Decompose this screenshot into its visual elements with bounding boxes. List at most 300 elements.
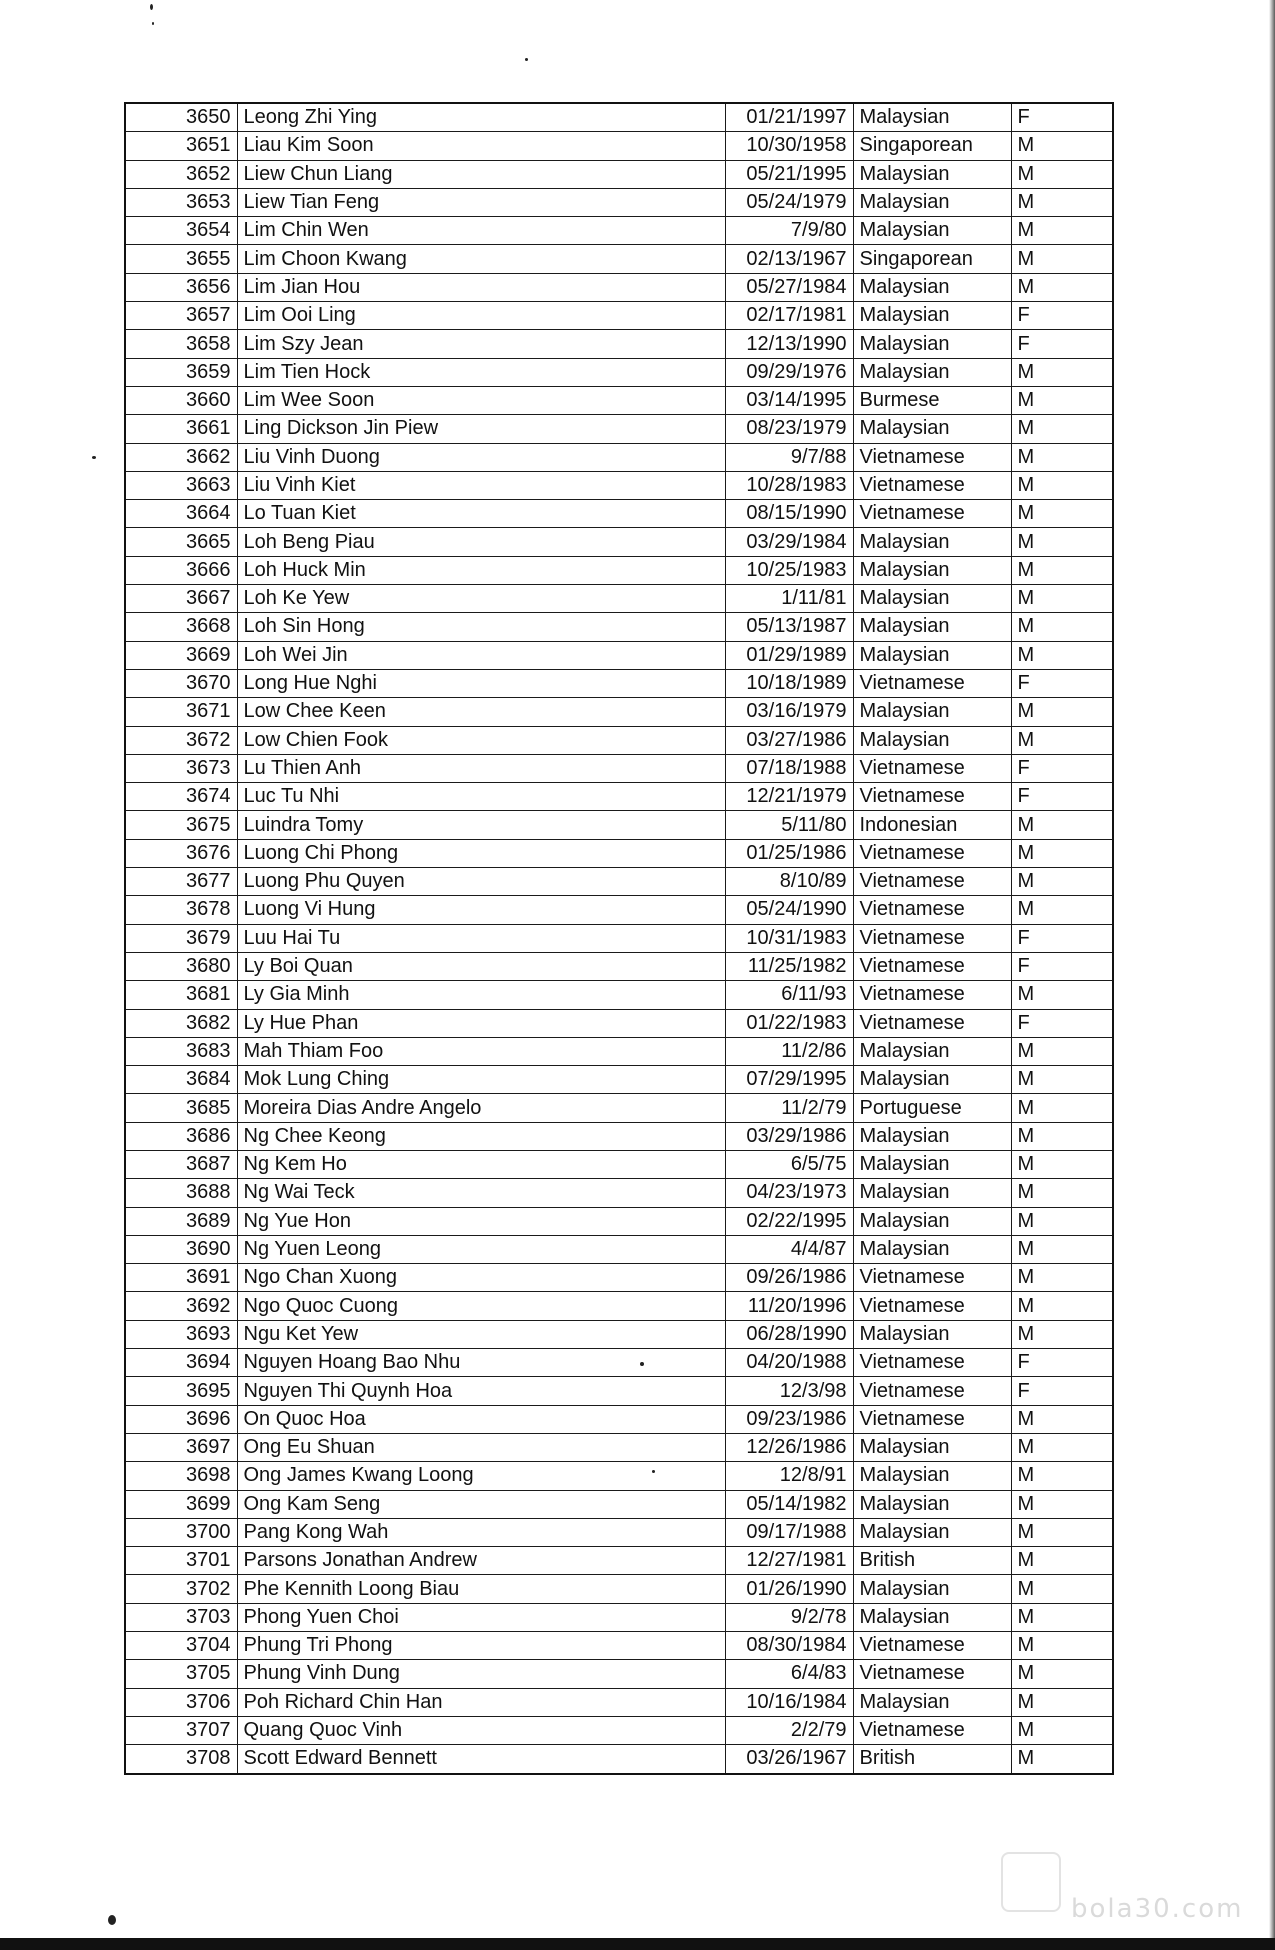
date-of-birth-cell: 6/5/75 bbox=[725, 1150, 853, 1178]
sex-cell: M bbox=[1011, 726, 1113, 754]
row-number-cell: 3706 bbox=[125, 1688, 237, 1716]
nationality-cell: Vietnamese bbox=[853, 669, 1011, 697]
table-row bbox=[125, 1094, 1113, 1122]
sex-cell: M bbox=[1011, 1122, 1113, 1150]
sex-cell: F bbox=[1011, 1009, 1113, 1037]
table-row bbox=[125, 641, 1113, 669]
person-name-cell: Luc Tu Nhi bbox=[237, 783, 725, 811]
row-number-cell: 3653 bbox=[125, 188, 237, 216]
nationality-cell: Vietnamese bbox=[853, 783, 1011, 811]
nationality-cell: Vietnamese bbox=[853, 500, 1011, 528]
date-of-birth-cell: 5/11/80 bbox=[725, 811, 853, 839]
table-row bbox=[125, 868, 1113, 896]
table-row bbox=[125, 669, 1113, 697]
date-of-birth-cell: 08/30/1984 bbox=[725, 1632, 853, 1660]
sex-cell: M bbox=[1011, 1037, 1113, 1065]
date-of-birth-cell: 04/23/1973 bbox=[725, 1179, 853, 1207]
nationality-cell: Malaysian bbox=[853, 415, 1011, 443]
sex-cell: M bbox=[1011, 1207, 1113, 1235]
date-of-birth-cell: 12/8/91 bbox=[725, 1462, 853, 1490]
table-row bbox=[125, 1433, 1113, 1461]
nationality-cell: Malaysian bbox=[853, 528, 1011, 556]
row-number-cell: 3660 bbox=[125, 386, 237, 414]
date-of-birth-cell: 09/26/1986 bbox=[725, 1264, 853, 1292]
sex-cell: M bbox=[1011, 698, 1113, 726]
sex-cell: M bbox=[1011, 1292, 1113, 1320]
nationality-cell: Malaysian bbox=[853, 585, 1011, 613]
table-row bbox=[125, 1632, 1113, 1660]
date-of-birth-cell: 12/3/98 bbox=[725, 1377, 853, 1405]
date-of-birth-cell: 02/13/1967 bbox=[725, 245, 853, 273]
sex-cell: M bbox=[1011, 1603, 1113, 1631]
row-number-cell: 3699 bbox=[125, 1490, 237, 1518]
table-row bbox=[125, 585, 1113, 613]
sex-cell: M bbox=[1011, 811, 1113, 839]
date-of-birth-cell: 09/23/1986 bbox=[725, 1405, 853, 1433]
scan-speck bbox=[152, 22, 154, 25]
table-row bbox=[125, 924, 1113, 952]
date-of-birth-cell: 07/18/1988 bbox=[725, 754, 853, 782]
nationality-cell: Vietnamese bbox=[853, 754, 1011, 782]
date-of-birth-cell: 10/30/1958 bbox=[725, 132, 853, 160]
date-of-birth-cell: 03/26/1967 bbox=[725, 1745, 853, 1774]
sex-cell: M bbox=[1011, 160, 1113, 188]
nationality-cell: Malaysian bbox=[853, 188, 1011, 216]
nationality-cell: Vietnamese bbox=[853, 1264, 1011, 1292]
person-name-cell: Lim Ooi Ling bbox=[237, 302, 725, 330]
person-name-cell: Nguyen Thi Quynh Hoa bbox=[237, 1377, 725, 1405]
person-name-cell: Mok Lung Ching bbox=[237, 1066, 725, 1094]
table-row bbox=[125, 981, 1113, 1009]
scan-edge-right bbox=[1269, 0, 1275, 1950]
row-number-cell: 3685 bbox=[125, 1094, 237, 1122]
roster-table bbox=[124, 102, 1114, 1775]
sex-cell: M bbox=[1011, 1688, 1113, 1716]
table-row bbox=[125, 1150, 1113, 1178]
sex-cell: F bbox=[1011, 783, 1113, 811]
date-of-birth-cell: 03/16/1979 bbox=[725, 698, 853, 726]
person-name-cell: Lim Chin Wen bbox=[237, 217, 725, 245]
row-number-cell: 3684 bbox=[125, 1066, 237, 1094]
row-number-cell: 3708 bbox=[125, 1745, 237, 1774]
date-of-birth-cell: 01/22/1983 bbox=[725, 1009, 853, 1037]
roster-body bbox=[125, 103, 1113, 1774]
table-row bbox=[125, 1037, 1113, 1065]
nationality-cell: Malaysian bbox=[853, 358, 1011, 386]
table-row bbox=[125, 330, 1113, 358]
date-of-birth-cell: 03/29/1984 bbox=[725, 528, 853, 556]
sex-cell: M bbox=[1011, 188, 1113, 216]
table-row bbox=[125, 556, 1113, 584]
person-name-cell: Ly Boi Quan bbox=[237, 952, 725, 980]
table-row bbox=[125, 1179, 1113, 1207]
date-of-birth-cell: 02/17/1981 bbox=[725, 302, 853, 330]
person-name-cell: Ong Eu Shuan bbox=[237, 1433, 725, 1461]
sex-cell: F bbox=[1011, 330, 1113, 358]
date-of-birth-cell: 09/17/1988 bbox=[725, 1518, 853, 1546]
date-of-birth-cell: 06/28/1990 bbox=[725, 1320, 853, 1348]
person-name-cell: Liu Vinh Kiet bbox=[237, 471, 725, 499]
table-row bbox=[125, 839, 1113, 867]
table-row bbox=[125, 811, 1113, 839]
nationality-cell: Malaysian bbox=[853, 1518, 1011, 1546]
nationality-cell: Vietnamese bbox=[853, 952, 1011, 980]
row-number-cell: 3657 bbox=[125, 302, 237, 330]
person-name-cell: Lim Wee Soon bbox=[237, 386, 725, 414]
table-row bbox=[125, 132, 1113, 160]
date-of-birth-cell: 07/29/1995 bbox=[725, 1066, 853, 1094]
table-row bbox=[125, 1745, 1113, 1774]
table-row bbox=[125, 1207, 1113, 1235]
watermark-domain: bola30.com bbox=[1071, 1894, 1244, 1924]
nationality-cell: Indonesian bbox=[853, 811, 1011, 839]
date-of-birth-cell: 2/2/79 bbox=[725, 1716, 853, 1744]
row-number-cell: 3679 bbox=[125, 924, 237, 952]
sex-cell: M bbox=[1011, 1660, 1113, 1688]
nationality-cell: Malaysian bbox=[853, 1207, 1011, 1235]
row-number-cell: 3666 bbox=[125, 556, 237, 584]
table-row bbox=[125, 302, 1113, 330]
table-row bbox=[125, 217, 1113, 245]
row-number-cell: 3662 bbox=[125, 443, 237, 471]
person-name-cell: Liu Vinh Duong bbox=[237, 443, 725, 471]
nationality-cell: Malaysian bbox=[853, 330, 1011, 358]
sex-cell: M bbox=[1011, 1433, 1113, 1461]
date-of-birth-cell: 12/21/1979 bbox=[725, 783, 853, 811]
nationality-cell: Malaysian bbox=[853, 641, 1011, 669]
nationality-cell: Vietnamese bbox=[853, 1660, 1011, 1688]
nationality-cell: Malaysian bbox=[853, 1235, 1011, 1263]
sex-cell: M bbox=[1011, 1235, 1113, 1263]
person-name-cell: Ng Kem Ho bbox=[237, 1150, 725, 1178]
date-of-birth-cell: 4/4/87 bbox=[725, 1235, 853, 1263]
table-row bbox=[125, 1066, 1113, 1094]
table-row bbox=[125, 471, 1113, 499]
sex-cell: M bbox=[1011, 1066, 1113, 1094]
date-of-birth-cell: 6/4/83 bbox=[725, 1660, 853, 1688]
table-row bbox=[125, 245, 1113, 273]
person-name-cell: Loh Beng Piau bbox=[237, 528, 725, 556]
date-of-birth-cell: 9/2/78 bbox=[725, 1603, 853, 1631]
date-of-birth-cell: 05/21/1995 bbox=[725, 160, 853, 188]
nationality-cell: Malaysian bbox=[853, 1150, 1011, 1178]
person-name-cell: Ng Wai Teck bbox=[237, 1179, 725, 1207]
date-of-birth-cell: 02/22/1995 bbox=[725, 1207, 853, 1235]
nationality-cell: Vietnamese bbox=[853, 981, 1011, 1009]
row-number-cell: 3680 bbox=[125, 952, 237, 980]
date-of-birth-cell: 11/20/1996 bbox=[725, 1292, 853, 1320]
date-of-birth-cell: 10/16/1984 bbox=[725, 1688, 853, 1716]
row-number-cell: 3683 bbox=[125, 1037, 237, 1065]
person-name-cell: Lim Szy Jean bbox=[237, 330, 725, 358]
date-of-birth-cell: 03/29/1986 bbox=[725, 1122, 853, 1150]
row-number-cell: 3656 bbox=[125, 273, 237, 301]
date-of-birth-cell: 05/13/1987 bbox=[725, 613, 853, 641]
person-name-cell: Lu Thien Anh bbox=[237, 754, 725, 782]
date-of-birth-cell: 05/14/1982 bbox=[725, 1490, 853, 1518]
date-of-birth-cell: 01/26/1990 bbox=[725, 1575, 853, 1603]
row-number-cell: 3673 bbox=[125, 754, 237, 782]
row-number-cell: 3665 bbox=[125, 528, 237, 556]
sex-cell: M bbox=[1011, 1405, 1113, 1433]
scan-speck bbox=[92, 456, 96, 459]
person-name-cell: Quang Quoc Vinh bbox=[237, 1716, 725, 1744]
date-of-birth-cell: 03/27/1986 bbox=[725, 726, 853, 754]
row-number-cell: 3668 bbox=[125, 613, 237, 641]
row-number-cell: 3707 bbox=[125, 1716, 237, 1744]
table-row bbox=[125, 1405, 1113, 1433]
row-number-cell: 3652 bbox=[125, 160, 237, 188]
sex-cell: M bbox=[1011, 1716, 1113, 1744]
date-of-birth-cell: 04/20/1988 bbox=[725, 1349, 853, 1377]
person-name-cell: Low Chien Fook bbox=[237, 726, 725, 754]
nationality-cell: Malaysian bbox=[853, 1575, 1011, 1603]
nationality-cell: Vietnamese bbox=[853, 1349, 1011, 1377]
sex-cell: M bbox=[1011, 1094, 1113, 1122]
table-row bbox=[125, 783, 1113, 811]
row-number-cell: 3675 bbox=[125, 811, 237, 839]
person-name-cell: Liew Chun Liang bbox=[237, 160, 725, 188]
sex-cell: F bbox=[1011, 1349, 1113, 1377]
row-number-cell: 3701 bbox=[125, 1547, 237, 1575]
person-name-cell: Long Hue Nghi bbox=[237, 669, 725, 697]
row-number-cell: 3691 bbox=[125, 1264, 237, 1292]
nationality-cell: Vietnamese bbox=[853, 1377, 1011, 1405]
table-row bbox=[125, 1122, 1113, 1150]
sex-cell: M bbox=[1011, 1745, 1113, 1774]
nationality-cell: British bbox=[853, 1745, 1011, 1774]
nationality-cell: Singaporean bbox=[853, 132, 1011, 160]
nationality-cell: Vietnamese bbox=[853, 868, 1011, 896]
person-name-cell: Poh Richard Chin Han bbox=[237, 1688, 725, 1716]
person-name-cell: Ling Dickson Jin Piew bbox=[237, 415, 725, 443]
nationality-cell: Malaysian bbox=[853, 302, 1011, 330]
nationality-cell: Vietnamese bbox=[853, 924, 1011, 952]
row-number-cell: 3659 bbox=[125, 358, 237, 386]
nationality-cell: Malaysian bbox=[853, 1037, 1011, 1065]
sex-cell: M bbox=[1011, 273, 1113, 301]
row-number-cell: 3704 bbox=[125, 1632, 237, 1660]
person-name-cell: Ngu Ket Yew bbox=[237, 1320, 725, 1348]
sex-cell: M bbox=[1011, 245, 1113, 273]
date-of-birth-cell: 10/18/1989 bbox=[725, 669, 853, 697]
nationality-cell: Vietnamese bbox=[853, 1405, 1011, 1433]
person-name-cell: Ngo Chan Xuong bbox=[237, 1264, 725, 1292]
row-number-cell: 3664 bbox=[125, 500, 237, 528]
person-name-cell: Liau Kim Soon bbox=[237, 132, 725, 160]
nationality-cell: Malaysian bbox=[853, 1433, 1011, 1461]
person-name-cell: Ly Gia Minh bbox=[237, 981, 725, 1009]
sex-cell: M bbox=[1011, 1490, 1113, 1518]
nationality-cell: Malaysian bbox=[853, 273, 1011, 301]
row-number-cell: 3663 bbox=[125, 471, 237, 499]
person-name-cell: Leong Zhi Ying bbox=[237, 103, 725, 132]
person-name-cell: Phong Yuen Choi bbox=[237, 1603, 725, 1631]
row-number-cell: 3670 bbox=[125, 669, 237, 697]
sex-cell: M bbox=[1011, 1179, 1113, 1207]
nationality-cell: Vietnamese bbox=[853, 896, 1011, 924]
table-row bbox=[125, 1575, 1113, 1603]
date-of-birth-cell: 05/24/1979 bbox=[725, 188, 853, 216]
scan-edge-bottom bbox=[0, 1938, 1275, 1950]
row-number-cell: 3674 bbox=[125, 783, 237, 811]
sex-cell: M bbox=[1011, 386, 1113, 414]
sex-cell: M bbox=[1011, 415, 1113, 443]
table-row bbox=[125, 160, 1113, 188]
sex-cell: M bbox=[1011, 1462, 1113, 1490]
nationality-cell: Singaporean bbox=[853, 245, 1011, 273]
row-number-cell: 3689 bbox=[125, 1207, 237, 1235]
sex-cell: F bbox=[1011, 103, 1113, 132]
nationality-cell: Malaysian bbox=[853, 1688, 1011, 1716]
table-row bbox=[125, 1009, 1113, 1037]
person-name-cell: Ngo Quoc Cuong bbox=[237, 1292, 725, 1320]
date-of-birth-cell: 08/15/1990 bbox=[725, 500, 853, 528]
date-of-birth-cell: 01/25/1986 bbox=[725, 839, 853, 867]
table-row bbox=[125, 1264, 1113, 1292]
row-number-cell: 3687 bbox=[125, 1150, 237, 1178]
sex-cell: M bbox=[1011, 443, 1113, 471]
date-of-birth-cell: 05/24/1990 bbox=[725, 896, 853, 924]
row-number-cell: 3661 bbox=[125, 415, 237, 443]
row-number-cell: 3690 bbox=[125, 1235, 237, 1263]
date-of-birth-cell: 1/11/81 bbox=[725, 585, 853, 613]
person-name-cell: Mah Thiam Foo bbox=[237, 1037, 725, 1065]
table-row bbox=[125, 754, 1113, 782]
row-number-cell: 3693 bbox=[125, 1320, 237, 1348]
person-name-cell: Lim Choon Kwang bbox=[237, 245, 725, 273]
sex-cell: M bbox=[1011, 500, 1113, 528]
table-row bbox=[125, 500, 1113, 528]
person-name-cell: Loh Huck Min bbox=[237, 556, 725, 584]
table-row bbox=[125, 1603, 1113, 1631]
row-number-cell: 3655 bbox=[125, 245, 237, 273]
nationality-cell: Vietnamese bbox=[853, 471, 1011, 499]
nationality-cell: Vietnamese bbox=[853, 1292, 1011, 1320]
person-name-cell: Ong Kam Seng bbox=[237, 1490, 725, 1518]
date-of-birth-cell: 01/29/1989 bbox=[725, 641, 853, 669]
person-name-cell: Ng Yue Hon bbox=[237, 1207, 725, 1235]
date-of-birth-cell: 08/23/1979 bbox=[725, 415, 853, 443]
row-number-cell: 3695 bbox=[125, 1377, 237, 1405]
sex-cell: M bbox=[1011, 528, 1113, 556]
date-of-birth-cell: 8/10/89 bbox=[725, 868, 853, 896]
person-name-cell: Ng Yuen Leong bbox=[237, 1235, 725, 1263]
table-row bbox=[125, 1235, 1113, 1263]
nationality-cell: Malaysian bbox=[853, 160, 1011, 188]
row-number-cell: 3677 bbox=[125, 868, 237, 896]
table-row bbox=[125, 896, 1113, 924]
person-name-cell: Lim Tien Hock bbox=[237, 358, 725, 386]
sex-cell: M bbox=[1011, 471, 1113, 499]
sex-cell: M bbox=[1011, 585, 1113, 613]
table-row bbox=[125, 1490, 1113, 1518]
row-number-cell: 3669 bbox=[125, 641, 237, 669]
person-name-cell: Parsons Jonathan Andrew bbox=[237, 1547, 725, 1575]
table-row bbox=[125, 1349, 1113, 1377]
nationality-cell: Malaysian bbox=[853, 613, 1011, 641]
nationality-cell: Vietnamese bbox=[853, 1009, 1011, 1037]
person-name-cell: Luindra Tomy bbox=[237, 811, 725, 839]
nationality-cell: Malaysian bbox=[853, 726, 1011, 754]
person-name-cell: Lo Tuan Kiet bbox=[237, 500, 725, 528]
date-of-birth-cell: 7/9/80 bbox=[725, 217, 853, 245]
sex-cell: M bbox=[1011, 1547, 1113, 1575]
nationality-cell: Malaysian bbox=[853, 1122, 1011, 1150]
person-name-cell: Low Chee Keen bbox=[237, 698, 725, 726]
row-number-cell: 3696 bbox=[125, 1405, 237, 1433]
date-of-birth-cell: 12/27/1981 bbox=[725, 1547, 853, 1575]
sex-cell: M bbox=[1011, 556, 1113, 584]
person-name-cell: Phung Vinh Dung bbox=[237, 1660, 725, 1688]
person-name-cell: Ly Hue Phan bbox=[237, 1009, 725, 1037]
person-name-cell: Phung Tri Phong bbox=[237, 1632, 725, 1660]
person-name-cell: Scott Edward Bennett bbox=[237, 1745, 725, 1774]
person-name-cell: Luu Hai Tu bbox=[237, 924, 725, 952]
nationality-cell: Malaysian bbox=[853, 1320, 1011, 1348]
sex-cell: F bbox=[1011, 754, 1113, 782]
person-name-cell: Pang Kong Wah bbox=[237, 1518, 725, 1546]
person-name-cell: Loh Ke Yew bbox=[237, 585, 725, 613]
table-row bbox=[125, 188, 1113, 216]
scan-speck bbox=[108, 1915, 116, 1925]
sex-cell: F bbox=[1011, 1377, 1113, 1405]
row-number-cell: 3672 bbox=[125, 726, 237, 754]
sex-cell: F bbox=[1011, 302, 1113, 330]
person-name-cell: Liew Tian Feng bbox=[237, 188, 725, 216]
watermark bbox=[1001, 1842, 1261, 1932]
table-row bbox=[125, 1716, 1113, 1744]
table-row bbox=[125, 698, 1113, 726]
nationality-cell: Portuguese bbox=[853, 1094, 1011, 1122]
nationality-cell: Malaysian bbox=[853, 103, 1011, 132]
sex-cell: F bbox=[1011, 924, 1113, 952]
row-number-cell: 3651 bbox=[125, 132, 237, 160]
person-name-cell: Loh Sin Hong bbox=[237, 613, 725, 641]
nationality-cell: Malaysian bbox=[853, 217, 1011, 245]
row-number-cell: 3703 bbox=[125, 1603, 237, 1631]
person-name-cell: Loh Wei Jin bbox=[237, 641, 725, 669]
date-of-birth-cell: 10/25/1983 bbox=[725, 556, 853, 584]
table-row bbox=[125, 386, 1113, 414]
person-name-cell: Luong Chi Phong bbox=[237, 839, 725, 867]
date-of-birth-cell: 09/29/1976 bbox=[725, 358, 853, 386]
row-number-cell: 3694 bbox=[125, 1349, 237, 1377]
sex-cell: M bbox=[1011, 896, 1113, 924]
person-name-cell: Ong James Kwang Loong bbox=[237, 1462, 725, 1490]
row-number-cell: 3688 bbox=[125, 1179, 237, 1207]
row-number-cell: 3705 bbox=[125, 1660, 237, 1688]
table-row bbox=[125, 613, 1113, 641]
nationality-cell: Vietnamese bbox=[853, 839, 1011, 867]
row-number-cell: 3654 bbox=[125, 217, 237, 245]
sex-cell: M bbox=[1011, 132, 1113, 160]
table-row bbox=[125, 1547, 1113, 1575]
date-of-birth-cell: 11/25/1982 bbox=[725, 952, 853, 980]
table-row bbox=[125, 1518, 1113, 1546]
row-number-cell: 3676 bbox=[125, 839, 237, 867]
table-row bbox=[125, 358, 1113, 386]
sex-cell: M bbox=[1011, 1320, 1113, 1348]
person-name-cell: Ng Chee Keong bbox=[237, 1122, 725, 1150]
sex-cell: M bbox=[1011, 839, 1113, 867]
nationality-cell: Vietnamese bbox=[853, 443, 1011, 471]
nationality-cell: Burmese bbox=[853, 386, 1011, 414]
table-row bbox=[125, 103, 1113, 132]
nationality-cell: Malaysian bbox=[853, 1462, 1011, 1490]
row-number-cell: 3671 bbox=[125, 698, 237, 726]
row-number-cell: 3681 bbox=[125, 981, 237, 1009]
